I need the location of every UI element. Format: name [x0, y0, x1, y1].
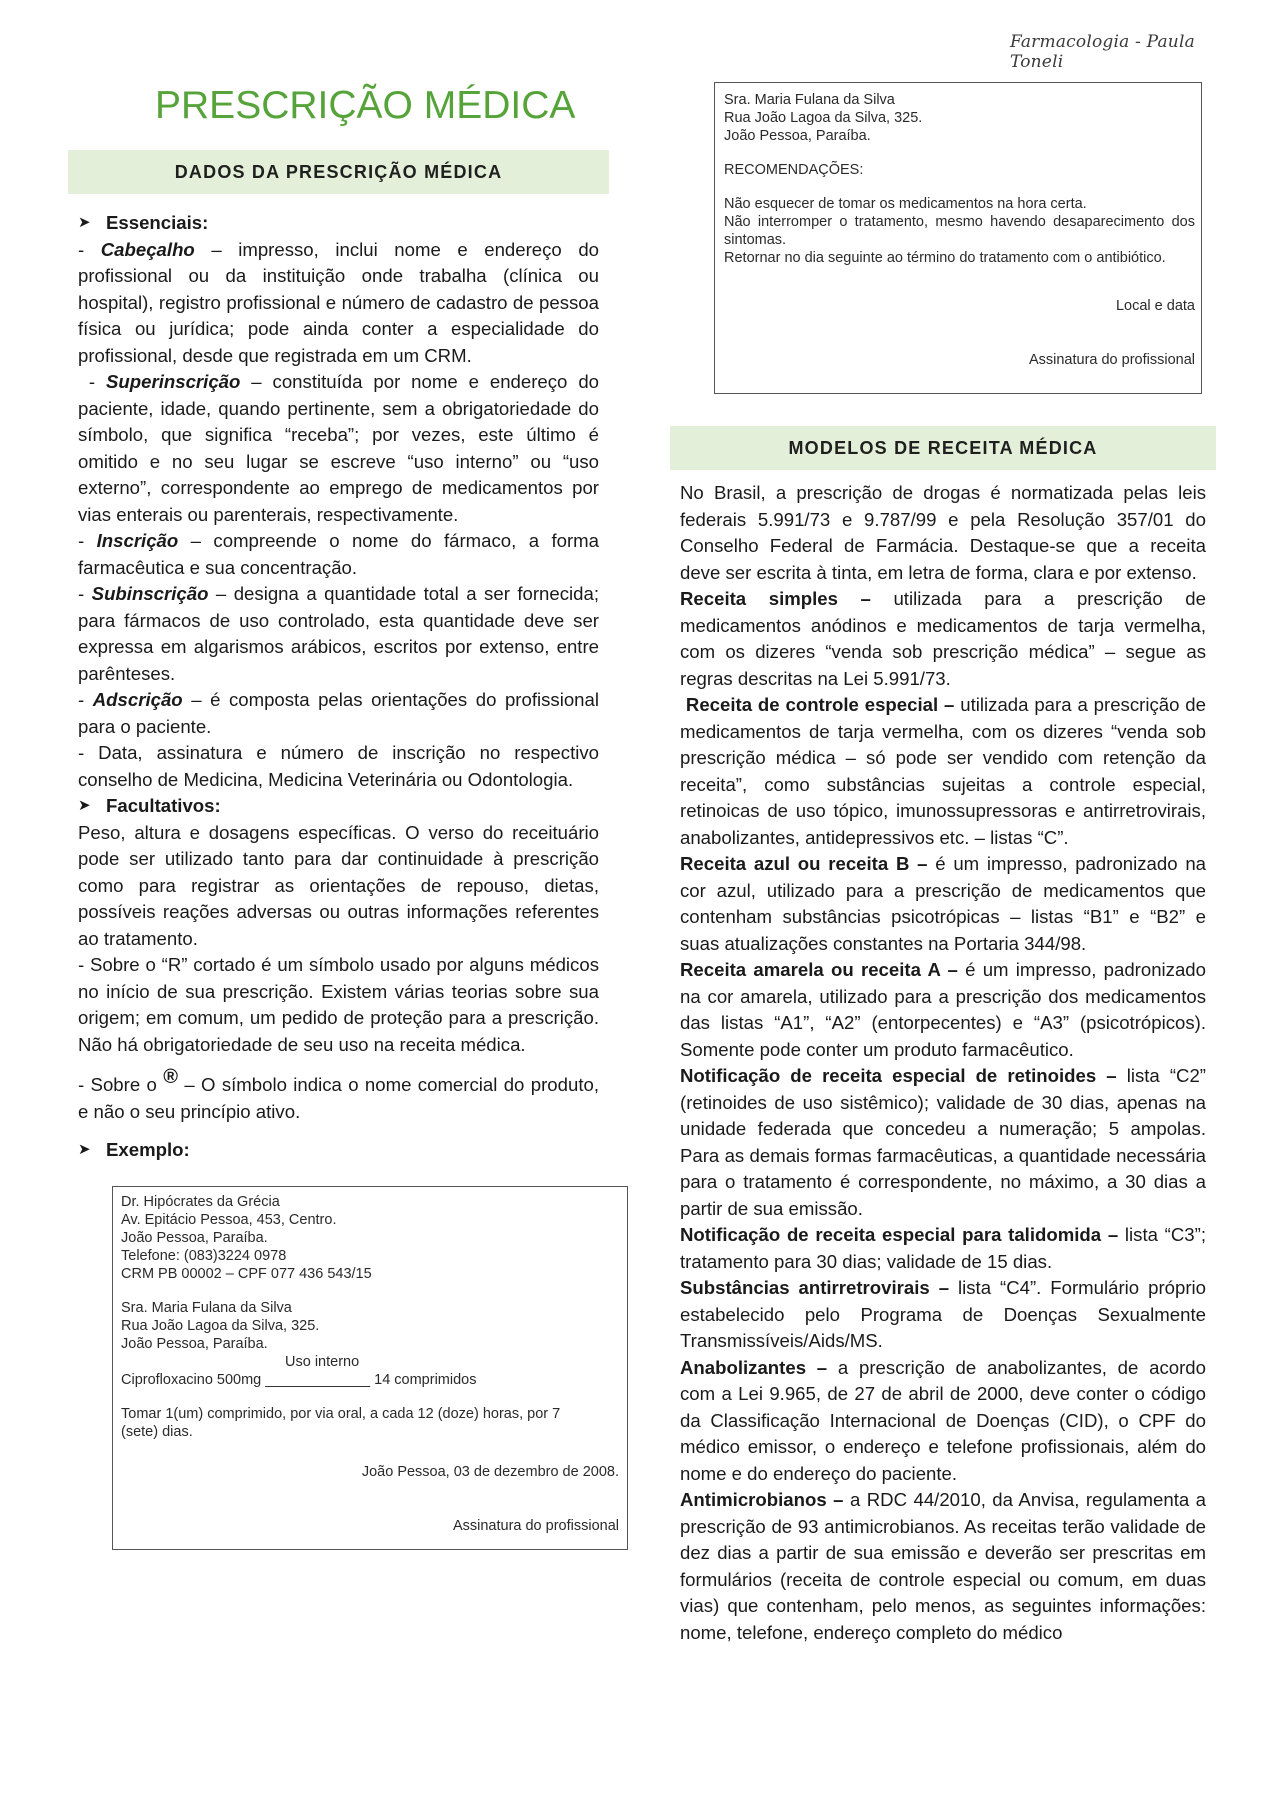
text-antirretrovirais: lista “C4”. Formulário próprio estabelecido pelo Programa de Doenças Sexualmente Transmissíveis/Aids/MS. — [680, 1277, 1206, 1351]
rec-heading: RECOMENDAÇÕES: — [724, 162, 864, 178]
paragraph-amarela — [680, 957, 1206, 1063]
example-patient-address: Rua João Lagoa da Silva, 325. — [121, 1318, 320, 1334]
text-subinscricao: – designa a quantidade total a ser fornecida; para fármacos de uso controlado, esta quantidade deve ser expressa em algarismos arábicos, escritos por extenso, entre parênteses. — [78, 583, 600, 684]
term-retinoides: Notificação de receita especial de retinoides – — [680, 1065, 1117, 1086]
exemplo-label: Exemplo: — [106, 1139, 190, 1160]
example-prescription-box — [112, 1186, 628, 1550]
term-inscricao: Inscrição — [96, 530, 179, 551]
paragraph-data: - Data, assinatura e número de inscrição no respectivo conselho de Medicina, Medicina Veterinária ou Odontologia. — [78, 742, 599, 790]
paragraph-antirretrovirais — [680, 1275, 1206, 1355]
term-antirretrovirais: Substâncias antirretrovirais – — [680, 1277, 950, 1298]
section-title-modelos: MODELOS DE RECEITA MÉDICA — [670, 426, 1216, 470]
paragraph-antimicrobianos — [680, 1487, 1206, 1646]
text-simples: utilizada para a prescrição de medicamentos anódinos e medicamentos de tarja vermelha, com os dizeres “venda sob prescrição médica” – segue as regras descritas na Lei 5.991/73. — [680, 588, 1206, 689]
rec-line3: Retornar no dia seguinte ao término do tratamento com o antibiótico. — [724, 250, 1166, 266]
facultativos-label: Facultativos: — [106, 795, 221, 816]
paragraph-r-cortado: - Sobre o “R” cortado é um símbolo usado por alguns médicos no início de sua prescrição. Existem várias teorias sobre sua origem; em comum, um pedido de proteção para a prescrição. Não há obrigatoriedade de seu uso na receita médica. — [78, 954, 599, 1055]
example-patient: Sra. Maria Fulana da Silva — [121, 1300, 292, 1316]
text-anabolizantes: a prescrição de anabolizantes, de acordo com a Lei 9.965, de 27 de abril de 2000, deve conter o código da Classificação Internacional de Doenças (CID), o CPF do médico emissor, o endereço e telefone profissionais, além do nome e do endereço do paciente. — [680, 1356, 1206, 1484]
bullet-facultativos — [78, 793, 599, 820]
essenciais-label: Essenciais: — [106, 212, 209, 233]
paragraph-cabecalho: - Cabeçalho – impresso, inclui nome e endereço do profissional ou da instituição onde trabalha (clínica ou hospital), registro profissional e número de cadastro de pessoa física ou jurídica; pode ainda conter a especialidade do profissional, desde que registrada em um CRM. — [78, 238, 599, 366]
text-retinoides: lista “C2” (retinoides de uso sistêmico); validade de 30 dias, apenas na unidade federada que concedeu a numeração; 5 ampolas. Para as demais formas farmacêuticas, a quantidade necessária para o tratamento é correspondente, no máximo, a 30 dias a partir de sua emissão. — [680, 1065, 1206, 1219]
example-phone: Telefone: (083)3224 0978 — [121, 1248, 287, 1264]
right-body — [670, 480, 1216, 1646]
registered-symbol-icon: ® — [163, 1066, 178, 1088]
arrow-bullet-icon: ➤ — [78, 1141, 91, 1158]
rec-patient: Sra. Maria Fulana da Silva — [724, 92, 895, 108]
text-controle: utilizada para a prescrição de medicamentos de tarja vermelha, com os dizeres “venda sob prescrição médica – só pode ser vendido com retenção da receita”, como substâncias sujeitas a controle especial, retinoicas de uso tópico, imunossupressoras e antirretrovirais, anabolizantes, antidepressivos etc. – listas “C”. — [680, 694, 1206, 848]
paragraph-registered — [78, 1064, 599, 1125]
term-antimicrobianos: Antimicrobianos – — [680, 1489, 844, 1510]
example-place-date: João Pessoa, 03 de dezembro de 2008. — [361, 1464, 619, 1480]
example-crm: CRM PB 00002 – CPF 077 436 543/15 — [121, 1266, 372, 1282]
term-simples: Receita simples – — [680, 588, 871, 609]
section-title-dados: DADOS DA PRESCRIÇÃO MÉDICA — [68, 150, 609, 194]
left-column — [68, 150, 609, 1164]
paragraph-adscricao: - Adscrição – é composta pelas orientações do profissional para o paciente. — [78, 689, 599, 737]
rec-patient-city: João Pessoa, Paraíba. — [724, 128, 871, 144]
paragraph-subinscricao: - Subinscrição – designa a quantidade total a ser fornecida; para fármacos de uso controlado, esta quantidade deve ser expressa em algarismos arábicos, escritos por extenso, entre parênteses. — [78, 583, 600, 684]
reg-text: – O símbolo indica o nome comercial do produto, e não o seu princípio ativo. — [78, 1074, 599, 1122]
paragraph-intro: No Brasil, a prescrição de drogas é normatizada pelas leis federais 5.991/73 e 9.787/99 e pela Resolução 357/01 do Conselho Federal de Farmácia. Destaque-se que a receita deve ser escrita à tinta, em letra de forma, clara e por extenso. — [680, 482, 1206, 583]
term-talidomida: Notificação de receita especial para talidomida – — [680, 1224, 1119, 1245]
rec-place-date: Local e data — [1115, 298, 1195, 314]
term-controle: Receita de controle especial – — [685, 694, 955, 715]
text-adscricao: – é composta pelas orientações do profissional para o paciente. — [78, 689, 599, 737]
example-patient-city: João Pessoa, Paraíba. — [121, 1336, 268, 1352]
header-signature: Farmacologia - Paula Toneli — [1010, 32, 1195, 72]
rec-signature: Assinatura do profissional — [1028, 352, 1195, 368]
text-antimicrobianos: a RDC 44/2010, da Anvisa, regulamenta a prescrição de 93 antimicrobianos. As receitas terão validade de dez dias a partir de sua emissão e deverão ser prescritas em formulários (receita de controle especial ou comum, em duas vias) que contenham, pelo menos, as seguintes informações: nome, telefone, endereço completo do médico — [680, 1489, 1206, 1643]
paragraph-facultativos: Peso, altura e dosagens específicas. O verso do receituário pode ser utilizado tanto para dar continuidade à prescrição como para registrar as orientações de repouso, dietas, possíveis reações adversas ou outras informações referentes ao tratamento. — [78, 821, 599, 949]
term-amarela: Receita amarela ou receita A – — [680, 959, 958, 980]
rec-line2: Não interromper o tratamento, mesmo havendo desaparecimento dos sintomas. — [724, 214, 1195, 248]
example-city: João Pessoa, Paraíba. — [121, 1230, 268, 1246]
text-superinscricao: – constituída por nome e endereço do paciente, idade, quando pertinente, sem a obrigatoriedade do símbolo, que significa “receba”; por vezes, este último é omitido e no seu lugar se escreve “uso interno” ou “uso externo”, correspondente ao emprego de medicamentos por vias enterais ou parenterais, respectivamente. — [78, 371, 599, 525]
text-inscricao: – compreende o nome do fármaco, a forma farmacêutica e sua concentração. — [78, 530, 599, 578]
term-adscricao: Adscrição — [92, 689, 183, 710]
paragraph-anabolizantes — [680, 1355, 1206, 1488]
text-cabecalho: – impresso, inclui nome e endereço do profissional ou da instituição onde trabalha (clínica ou hospital), registro profissional e número de cadastro de pessoa física ou jurídica; pode ainda conter a especialidade do profissional, desde que registrada em um CRM. — [78, 238, 599, 366]
example-signature: Assinatura do profissional — [452, 1518, 619, 1534]
paragraph-superinscricao: - Superinscrição – constituída por nome e endereço do paciente, idade, quando pertinente, sem a obrigatoriedade do símbolo, que significa “receba”; por vezes, este último é omitido e no seu lugar se escreve “uso interno” ou “uso externo”, correspondente ao emprego de medicamentos por vias enterais ou parenterais, respectivamente. — [78, 371, 599, 525]
page-title: PRESCRIÇÃO MÉDICA — [155, 84, 576, 127]
left-body — [68, 210, 609, 1164]
rec-line1: Não esquecer de tomar os medicamentos na hora certa. — [724, 196, 1087, 212]
arrow-bullet-icon: ➤ — [78, 214, 91, 231]
example-address: Av. Epitácio Pessoa, 453, Centro. — [121, 1212, 337, 1228]
example-drug: Ciprofloxacino 500mg _____________ 14 comprimidos — [121, 1372, 477, 1388]
bullet-exemplo — [78, 1137, 599, 1164]
example-use: Uso interno — [285, 1354, 360, 1370]
term-subinscricao: Subinscrição — [91, 583, 209, 604]
right-column — [670, 426, 1216, 1646]
term-superinscricao: Superinscrição — [106, 371, 241, 392]
paragraph-inscricao: - Inscrição – compreende o nome do fármaco, a forma farmacêutica e sua concentração. — [78, 530, 599, 578]
term-azul: Receita azul ou receita B – — [680, 853, 928, 874]
example-instructions: Tomar 1(um) comprimido, por via oral, a cada 12 (doze) horas, por 7 (sete) dias. — [121, 1406, 561, 1440]
recommendation-sheet-box — [714, 82, 1202, 394]
paragraph-controle — [680, 692, 1206, 851]
paragraph-simples — [680, 586, 1206, 692]
term-cabecalho: Cabeçalho — [100, 238, 195, 260]
paragraph-talidomida — [680, 1222, 1206, 1275]
reg-prefix: - Sobre o — [78, 1074, 164, 1095]
bullet-essenciais — [78, 210, 599, 237]
arrow-bullet-icon: ➤ — [78, 797, 91, 814]
text-azul: é um impresso, padronizado na cor azul, utilizado para a prescrição de medicamentos que contenham substâncias psicotrópicas – listas “B1” e “B2” e suas atualizações constantes na Portaria 344/98. — [680, 853, 1206, 954]
text-talidomida: lista “C3”; tratamento para 30 dias; validade de 15 dias. — [680, 1224, 1206, 1272]
term-anabolizantes: Anabolizantes – — [680, 1356, 828, 1378]
rec-patient-address: Rua João Lagoa da Silva, 325. — [724, 110, 923, 126]
text-amarela: é um impresso, padronizado na cor amarela, utilizado para a prescrição dos medicamentos das listas “A1”, “A2” (entorpecentes) e “A3” (psicotrópicos). Somente pode conter um produto farmacêutico. — [680, 959, 1206, 1060]
paragraph-azul — [680, 851, 1206, 957]
example-doctor: Dr. Hipócrates da Grécia — [121, 1194, 280, 1210]
paragraph-retinoides — [680, 1063, 1206, 1222]
